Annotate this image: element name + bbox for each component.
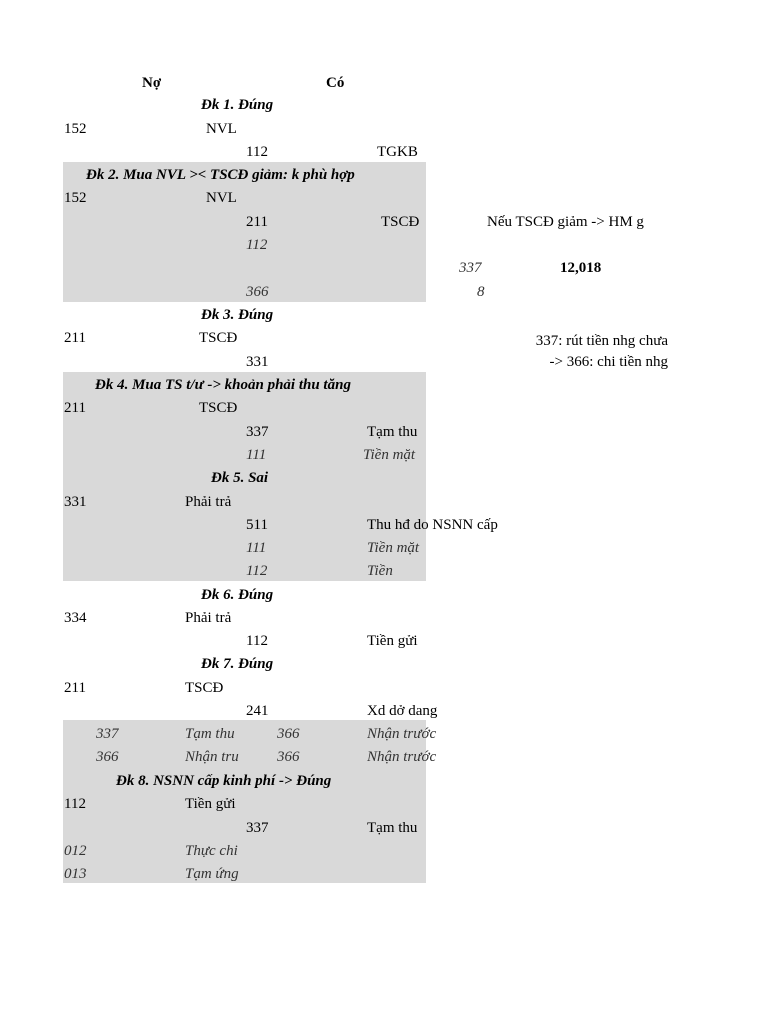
dk5-credit-name: Thu hđ do NSNN cấp (367, 517, 498, 533)
dk7-debit-name: TSCĐ (185, 680, 224, 696)
dk7-row4-name-a: Nhận tru (185, 749, 239, 765)
dk2-title: Đk 2. Mua NVL >< TSCĐ giảm: k phù hợp (86, 167, 355, 183)
dk4-title: Đk 4. Mua TS t/ư -> khoản phải thu tăng (95, 377, 351, 393)
dk7-row3-name-a: Tạm thu (185, 726, 235, 742)
dk1-credit-name: TGKB (377, 144, 418, 160)
dk5-account-112-name: Tiền (367, 563, 393, 579)
dk2-account-366: 366 (246, 284, 269, 300)
dk4-credit-name: Tạm thu (367, 424, 418, 440)
dk7-row3-name-b: Nhận trước (367, 726, 437, 742)
dk2-debit-name: NVL (206, 190, 237, 206)
dk5-debit-account: 331 (64, 494, 87, 510)
dk8-debit-account: 112 (64, 796, 86, 812)
dk8-debit-name: Tiền gửi (185, 796, 236, 812)
header-co: Có (326, 75, 345, 91)
dk8-account-012-name: Thực chi (185, 843, 238, 859)
dk8-account-013: 013 (64, 866, 87, 882)
dk8-account-013-name: Tạm ứng (185, 866, 239, 882)
dk3-note-1: 337: rút tiền nhg chưa (535, 333, 668, 349)
dk7-row4-account-b: 366 (277, 749, 300, 765)
dk3-credit-account: 331 (246, 354, 269, 370)
dk6-debit-account: 334 (64, 610, 87, 626)
dk3-title: Đk 3. Đúng (201, 307, 274, 323)
dk8-credit-account: 337 (246, 820, 269, 836)
dk4-credit-account: 337 (246, 424, 269, 440)
dk5-title: Đk 5. Sai (211, 470, 269, 486)
dk5-debit-name: Phải trả (185, 494, 232, 510)
dk2-credit-account: 211 (246, 214, 268, 230)
dk3-debit-account: 211 (64, 330, 86, 346)
dk2-debit-account: 152 (64, 190, 87, 206)
dk8-title: Đk 8. NSNN cấp kinh phí -> Đúng (116, 773, 332, 789)
dk1-credit-account: 112 (246, 144, 268, 160)
dk2-credit-name: TSCĐ (381, 214, 420, 230)
dk2-account-112: 112 (246, 237, 268, 253)
dk7-credit-name: Xd dở dang (367, 703, 438, 719)
dk7-debit-account: 211 (64, 680, 86, 696)
dk7-row3-account-a: 337 (96, 726, 119, 742)
dk4-account-111: 111 (246, 447, 267, 463)
dk3-note-2: -> 366: chi tiền nhg (549, 354, 668, 370)
dk7-credit-account: 241 (246, 703, 269, 719)
dk1-debit-name: NVL (206, 121, 237, 137)
dk8-account-012: 012 (64, 843, 87, 859)
dk7-8-highlight (63, 720, 426, 883)
dk5-account-111: 111 (246, 540, 267, 556)
dk1-debit-account: 152 (64, 121, 87, 137)
dk6-debit-name: Phải trả (185, 610, 232, 626)
dk1-title: Đk 1. Đúng (201, 97, 274, 113)
dk2-side-value: 12,018 (560, 260, 602, 276)
dk2-note: Nếu TSCĐ giảm -> HM g (487, 214, 644, 230)
dk7-row4-name-b: Nhận trước (367, 749, 437, 765)
dk5-account-112: 112 (246, 563, 268, 579)
dk4-debit-account: 211 (64, 400, 86, 416)
dk5-account-111-name: Tiền mặt (367, 540, 420, 556)
dk2-side-account: 337 (459, 260, 482, 276)
dk5-credit-account: 511 (246, 517, 268, 533)
dk7-row4-account-a: 366 (96, 749, 119, 765)
dk6-credit-name: Tiền gửi (367, 633, 418, 649)
dk3-debit-name: TSCĐ (199, 330, 238, 346)
dk7-row3-account-b: 366 (277, 726, 300, 742)
header-no: Nợ (142, 75, 162, 91)
dk6-title: Đk 6. Đúng (201, 587, 274, 603)
dk4-debit-name: TSCĐ (199, 400, 238, 416)
dk7-title: Đk 7. Đúng (201, 656, 274, 672)
dk8-credit-name: Tạm thu (367, 820, 418, 836)
dk4-account-111-name: Tiền mặt (363, 447, 416, 463)
dk6-credit-account: 112 (246, 633, 268, 649)
dk2-side-number: 8 (477, 284, 485, 300)
